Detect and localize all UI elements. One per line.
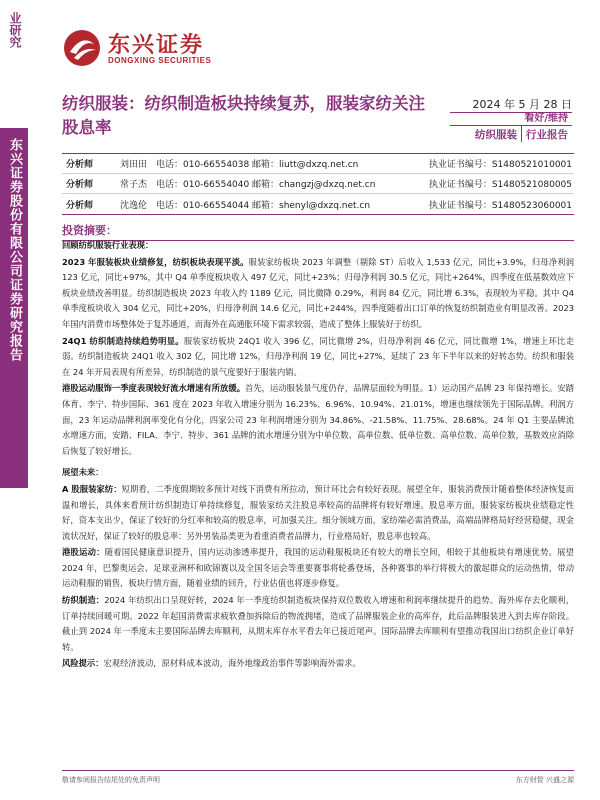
- page-footer: [62, 770, 574, 785]
- analyst-row: [62, 174, 574, 194]
- analyst-name: 刘田田: [120, 160, 148, 170]
- analyst-email[interactable]: 邮箱：shenyl@dxzq.net.cn: [252, 200, 371, 211]
- footer-slogan: 东方财智 兴盛之源: [515, 776, 574, 784]
- analyst-name: 沈逸伦: [120, 200, 148, 211]
- paragraph-hk-sportswear: 港股运动服饰一季度表现较好流水增速有所放缓。首先，运动服装景气度仍存，品牌层面较为明显。1）运动国产品牌 23 年保持增长。安踏体育、李宁、特步国际、361 度在 2023 年收入增速分别为 16.23%、6.96%、10.94%、21.01%，增速也继续领先于国际品牌。利润方面，23 年运动品牌利润率变化有分化，四家公司 23 年利润增速分别为 34.86%、-21.58%、11.75%、28.68%。24 年 Q1 主要品牌流水增速方面，安踏、FILA、李宁、特步、361 品牌的流水增速分别为中单位数、高单位数、低单位数、高单位数、高单位数，基数效应消除后恢复了较好增长。: [62, 383, 574, 456]
- analyst-name: 常子杰: [120, 180, 148, 190]
- paragraph-hk-sport: 港股运动：随着国民健康意识提升，国内运动渗透率提升，我国的运动鞋服板块还有较大的增长空间，相较于其他板块有增速优势。展望 2024 年，巴黎奥运会、足球亚洲杯和欧锦赛以及全国冬运会等重要赛事将轮番登场，各种赛事的举行将极大的激起群众的运动热情，带动运动鞋服的销售，板块行情方面，随着业绩的回升，行业估值也将逐步修复。: [62, 547, 574, 589]
- analyst-email[interactable]: 邮箱：liutt@dxzq.net.cn: [252, 160, 359, 170]
- summary-body: [62, 238, 574, 673]
- sidebar-top-label: 业研究: [8, 12, 22, 48]
- summary-heading: 投资摘要：: [62, 222, 574, 241]
- analyst-email[interactable]: 邮箱：changzj@dxzq.net.cn: [252, 180, 376, 190]
- paragraph-review-heading: 回顾纺织服装行业表现：: [62, 240, 154, 250]
- logo-text-cn: 东兴证券: [108, 33, 205, 58]
- logo-mark-icon: [62, 28, 102, 68]
- rating-badge: 看好/维持: [450, 112, 572, 126]
- analyst-cert: 执业证书编号：S1480521010001: [428, 160, 572, 170]
- analyst-cert: 执业证书编号：S1480523060001: [428, 200, 572, 211]
- paragraph-lead: 2023 年服装板块业绩修复，纺织板块表现平淡。: [62, 256, 249, 267]
- report-date: 2024 年 5 月 28 日: [472, 98, 572, 111]
- analyst-row: [62, 194, 574, 214]
- paragraph-risk: 风险提示：宏观经济波动，原材料成本波动，海外地缘政治事件等影响海外需求。: [62, 658, 361, 669]
- paragraph-lead: A 股服装家纺：: [62, 483, 122, 494]
- analyst-role: 分析师: [66, 200, 94, 211]
- future-heading: 展望未来：: [62, 467, 104, 478]
- tag-report-type: 行业报告: [521, 126, 572, 142]
- sidebar-band-label: 东兴证券股份有限公司证券研究报告: [7, 138, 22, 362]
- company-logo: [62, 26, 232, 70]
- footer-disclaimer: 敬请参阅报告结尾处的免责声明: [62, 776, 160, 784]
- paragraph-2023-review: 2023 年服装板块业绩修复，纺织板块表现平淡。服装家纺板块 2023 年调整（剔除 ST）后收入 1,533 亿元，同比+3.9%，归母净利润 123 亿元，同比+97%，其中 Q4 单季度板块收入 497 亿元，同比+23%；归母净利润 30.5 亿元，同比+264%，四季度在低基数效应下板块业绩改善明显。纺织制造板块 2023 年收入约 1189 亿元，同比微降 0.29%，利润 84 亿元，同比增 6.3%，表现较为平稳。其中 Q4 单季度板块收入 304 亿元，同比+20%，归母净利润 14.6 亿元，同比+244%，四季度随着出口订单的恢复纺织制造业有明显改善。2023 年国内消费市场整体处于复苏通道，而海外在高通胀环境下需求较弱，造成了整体上服装好于纺织。: [62, 256, 575, 329]
- analyst-table: [62, 153, 574, 215]
- analyst-tel: 电话：010-66554040: [156, 180, 250, 190]
- report-tags: [450, 126, 572, 142]
- analyst-tel: 电话：010-66554038: [156, 160, 250, 170]
- paragraph-textile: 纺织制造：2024 年纺织出口呈现好转，2024 年一季度纺织制造板块保持双位数收入增速和利润率继续提升的趋势。海外库存去化顺利，订单持续回暖可期。2022 年起国消费需求疲软叠加拆除后的物流拥堵，造成了品牌服装企业的高库存，此后品牌服装进入到去库存阶段。截止到 2024 年一季度末主要国际品牌去库顺利，从期末库存水平看去年已接近尾声。国际品牌去库顺利有望推动我国出口纺织企业订单好转。: [62, 595, 574, 652]
- report-title: 纺织服装：纺织制造板块持续复苏，服装家纺关注股息率: [62, 94, 425, 137]
- paragraph-a-share: A 股服装家纺：短期看，二季度假期较多预计对线下消费有所拉动，预计环比会有较好表现。展望全年，服装消费预计随着整体经济恢复而温和增长，具体来看预计纺织制造订单持续修复，服装家纺关注股息率较高的品牌将有较好增速。股息率方面，服装家纺板块业绩稳定性好，资本支出少，保证了较好的分红率和较高的股息率，可加强关注。细分领域方面，家纺端必需消费品，高端品牌格局好经营稳健，现金流状况好，保证了较好的股息率：另外男装品类更为看重消费者品牌力，行业格局好，股息率也较高。: [62, 483, 575, 541]
- analyst-role: 分析师: [66, 160, 94, 170]
- analyst-role: 分析师: [66, 180, 94, 190]
- logo-text-en: DONGXING SECURITIES: [108, 56, 212, 65]
- analyst-tel: 电话：010-66554044: [156, 200, 250, 211]
- paragraph-lead: 风险提示：: [62, 658, 104, 669]
- sidebar: [0, 0, 28, 800]
- paragraph-lead: 纺织制造：: [62, 595, 105, 606]
- analyst-cert: 执业证书编号：S1480521080005: [428, 180, 572, 190]
- paragraph-lead: 港股运动服饰一季度表现较好流水增速有所放缓。: [62, 383, 246, 394]
- tag-industry: 纺织服装: [475, 129, 517, 141]
- paragraph-24q1: 24Q1 纺织制造持续趋势明显。服装家纺板块 24Q1 收入 396 亿，同比微增 2%，归母净利润 46 亿元，同比微增 1%，增速上环比走弱。纺织制造板块 24Q1 收入 302 亿，同比增 12%，归母净利润 19 亿，同比+27%，延续了 23 年下半年以来的好转态势。纺织和服装在 24 年开局表现有所差异，纺织制造的景气度要好于服装内销。: [62, 335, 574, 377]
- paragraph-lead: 港股运动：: [62, 547, 105, 558]
- analyst-row: [62, 154, 574, 174]
- paragraph-lead: 24Q1 纺织制造持续趋势明显。: [62, 335, 184, 346]
